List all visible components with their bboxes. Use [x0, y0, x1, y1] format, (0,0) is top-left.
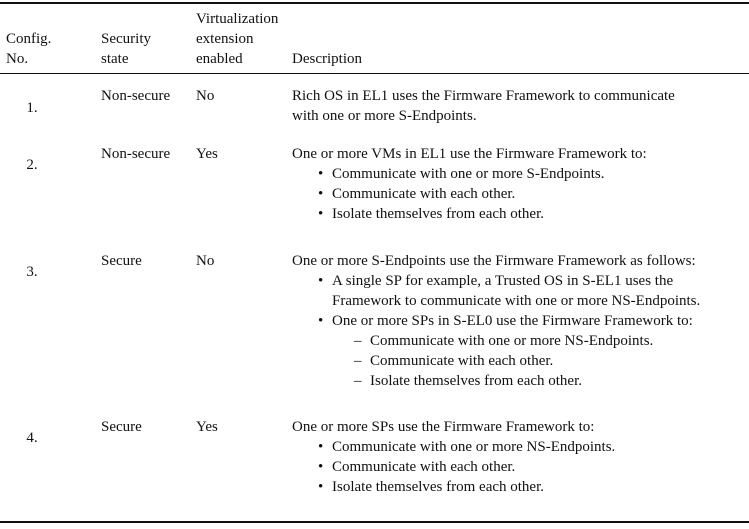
row-4-description: One or more SPs use the Firmware Framework to: • Communicate with one or more NS-Endpoints. • Communicate with each other. • Isolate themselves from each other. — [292, 419, 616, 495]
row-3-description: One or more S-Endpoints use the Firmware Framework as follows: • A single SP for example, a Trusted OS in S-EL1 uses the Framework to communicate with one or more NS-Endpoints. • One or more SPs in S-EL0 use the Firmware Framework to: – Communicate with one or more NS-Endpoints. – Communicate with each other. – Isolate themselves from each other. — [292, 253, 701, 389]
row-4-virtualization: Yes — [196, 419, 218, 435]
sub-list-item: – Communicate with each other. — [354, 353, 554, 369]
row-4-security: Secure — [101, 419, 142, 435]
row-3-config-no: 3. — [26, 264, 38, 280]
table-bottom-rule — [0, 521, 749, 523]
row-4-config-no: 4. — [26, 430, 38, 446]
row-1-virtualization: No — [196, 88, 215, 104]
sub-list-item: – Communicate with one or more NS-Endpoints. — [354, 333, 654, 349]
row-2-config-no: 2. — [26, 157, 38, 173]
row-3-security: Secure — [101, 253, 142, 269]
list-item: • A single SP for example, a Trusted OS in S-EL1 uses the Framework to communicate with one or more NS-Endpoints. — [318, 273, 701, 309]
list-item: • Isolate themselves from each other. — [318, 206, 545, 222]
header-rule — [0, 73, 749, 74]
list-item: • Isolate themselves from each other. — [318, 479, 545, 495]
list-item: • One or more SPs in S-EL0 use the Firmware Framework to: — [318, 313, 693, 329]
row-1-config-no: 1. — [26, 100, 38, 116]
list-item: • Communicate with one or more S-Endpoints. — [318, 166, 605, 182]
header-virtualization-enabled: Virtualization extension enabled — [196, 11, 279, 67]
table-top-rule — [0, 2, 749, 4]
header-config-no: Config. No. — [6, 31, 52, 67]
header-security-state: Security state — [101, 31, 151, 67]
row-2-description: One or more VMs in EL1 use the Firmware Framework to: • Communicate with one or more S-Endpoints. • Communicate with each other. • Isolate themselves from each other. — [292, 146, 647, 222]
row-3-virtualization: No — [196, 253, 215, 269]
list-item: • Communicate with each other. — [318, 186, 516, 202]
row-1-security: Non-secure — [101, 88, 171, 104]
header-description: Description — [292, 51, 362, 67]
list-item: • Communicate with one or more NS-Endpoints. — [318, 439, 616, 455]
list-item: • Communicate with each other. — [318, 459, 516, 475]
row-2-security: Non-secure — [101, 146, 171, 162]
row-1-description: Rich OS in EL1 uses the Firmware Framework to communicate with one or more S-Endpoints. — [292, 88, 675, 124]
row-2-virtualization: Yes — [196, 146, 218, 162]
sub-list-item: – Isolate themselves from each other. — [354, 373, 583, 389]
